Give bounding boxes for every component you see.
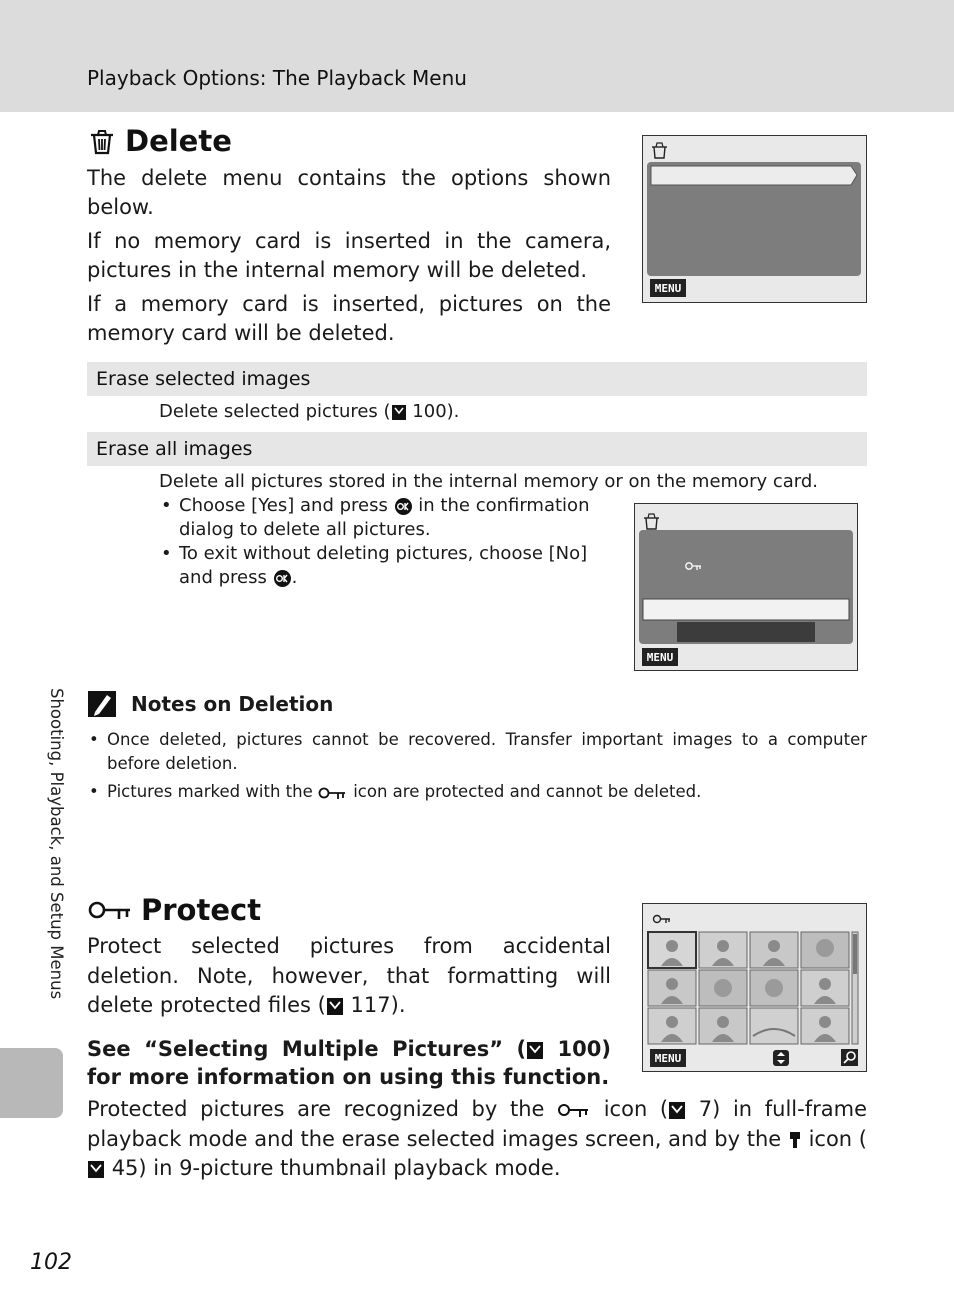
protect-heading (87, 893, 261, 927)
see-also-text: See “Selecting Multiple Pictures” ( (87, 1037, 527, 1061)
key-icon (318, 786, 348, 800)
page-header-title: Playback Options: The Playback Menu (87, 66, 467, 90)
option-erase-selected-label: Erase selected images (87, 362, 867, 396)
side-section-label: Shooting, Playback, and Setup Menus (47, 688, 66, 1000)
protect-see-also-paragraph (87, 1035, 611, 1091)
up-down-selector-icon (773, 1050, 789, 1066)
side-section-tab (0, 1048, 63, 1118)
recognition-text: icon ( (591, 1097, 669, 1121)
notes-heading (87, 690, 333, 718)
see-also-end: ) for more information on using this function. (87, 1037, 611, 1089)
page-reference-icon (391, 403, 407, 421)
list-item (159, 494, 599, 542)
note-pencil-icon (87, 690, 117, 718)
list-item (87, 728, 867, 776)
protect-title: Protect (141, 893, 262, 927)
recognition-text: icon ( (801, 1126, 867, 1151)
menu-label: MENU (654, 282, 682, 295)
ok-button-icon (394, 497, 413, 516)
bullet-text: Choose [Yes] and press (179, 495, 394, 516)
page-number: 102 (30, 1250, 72, 1275)
delete-internal-memory-paragraph: If no memory card is inserted in the camera, pictures in the internal memory will be deleted. (87, 229, 611, 282)
key-icon (87, 898, 133, 922)
page-reference-icon (668, 1100, 686, 1120)
option-erase-all-label: Erase all images (87, 432, 867, 466)
list-item (159, 542, 599, 590)
erase-selected-ref: 100 (412, 401, 447, 422)
note-text: Pictures marked with the (107, 782, 318, 801)
thumbnail-grid (648, 932, 849, 1044)
protect-mark-icon (788, 1130, 802, 1150)
menu-label: MENU (654, 1052, 682, 1065)
delete-intro-paragraph: The delete menu contains the options shown below. (87, 166, 611, 219)
delete-menu-screenshot (642, 135, 867, 303)
erase-all-bullets (159, 494, 599, 590)
list-item (87, 780, 867, 804)
delete-title: Delete (125, 124, 232, 158)
ok-button-icon (273, 569, 292, 588)
page-reference-icon (526, 1040, 544, 1060)
option-erase-all-desc: Delete all pictures stored in the internal memory or on the memory card. (159, 471, 818, 492)
note-text: Once deleted, pictures cannot be recovered. Transfer important images to a computer before deletion. (107, 730, 867, 773)
delete-heading (87, 124, 232, 158)
note-text: icon are protected and cannot be deleted. (347, 782, 702, 801)
scrollbar (852, 932, 858, 1044)
protect-thumbnail-screenshot (642, 903, 867, 1072)
zoom-icon (841, 1049, 858, 1066)
key-icon (654, 916, 671, 924)
recognition-ref: 7 (698, 1097, 713, 1121)
header-band (0, 0, 954, 112)
trash-icon (644, 514, 659, 529)
page-reference-icon (87, 1159, 105, 1179)
key-icon (557, 1102, 591, 1118)
protect-intro-text: Protect selected pictures from accidental deletion. Note, however, that formatting will delete protected files ( (87, 934, 611, 1017)
option-erase-selected-desc (159, 400, 459, 424)
trash-icon (652, 143, 667, 158)
menu-label: MENU (646, 651, 674, 664)
delete-memory-card-paragraph: If a memory card is inserted, pictures on the memory card will be deleted. (87, 292, 611, 345)
recognition-ref: 45 (111, 1156, 139, 1180)
trash-icon (87, 126, 117, 156)
bullet-text: To exit without deleting pictures, choose [No] and press (179, 543, 588, 588)
protect-recognition-paragraph (87, 1095, 867, 1184)
erase-selected-desc-text: Delete selected pictures ( (159, 401, 391, 422)
protect-intro-ref: 117 (350, 993, 391, 1017)
bullet-text: . (291, 567, 298, 588)
notes-list (87, 728, 867, 808)
page-reference-icon (326, 996, 344, 1016)
protect-intro-end: ). (390, 993, 406, 1017)
see-also-ref: 100 (557, 1037, 602, 1061)
recognition-text: ) in full-frame playback mode and the erase selected images screen, and by the (87, 1097, 867, 1151)
notes-title: Notes on Deletion (131, 692, 334, 716)
recognition-text: ) in 9-picture thumbnail playback mode. (138, 1156, 561, 1180)
bullet-text: in the confirmation dialog to delete all pictures. (179, 495, 590, 540)
erase-selected-desc-end: ). (446, 401, 460, 422)
recognition-text: Protected pictures are recognized by the (87, 1097, 558, 1121)
erase-all-confirmation-screenshot (634, 503, 858, 671)
protect-intro-paragraph (87, 932, 611, 1021)
